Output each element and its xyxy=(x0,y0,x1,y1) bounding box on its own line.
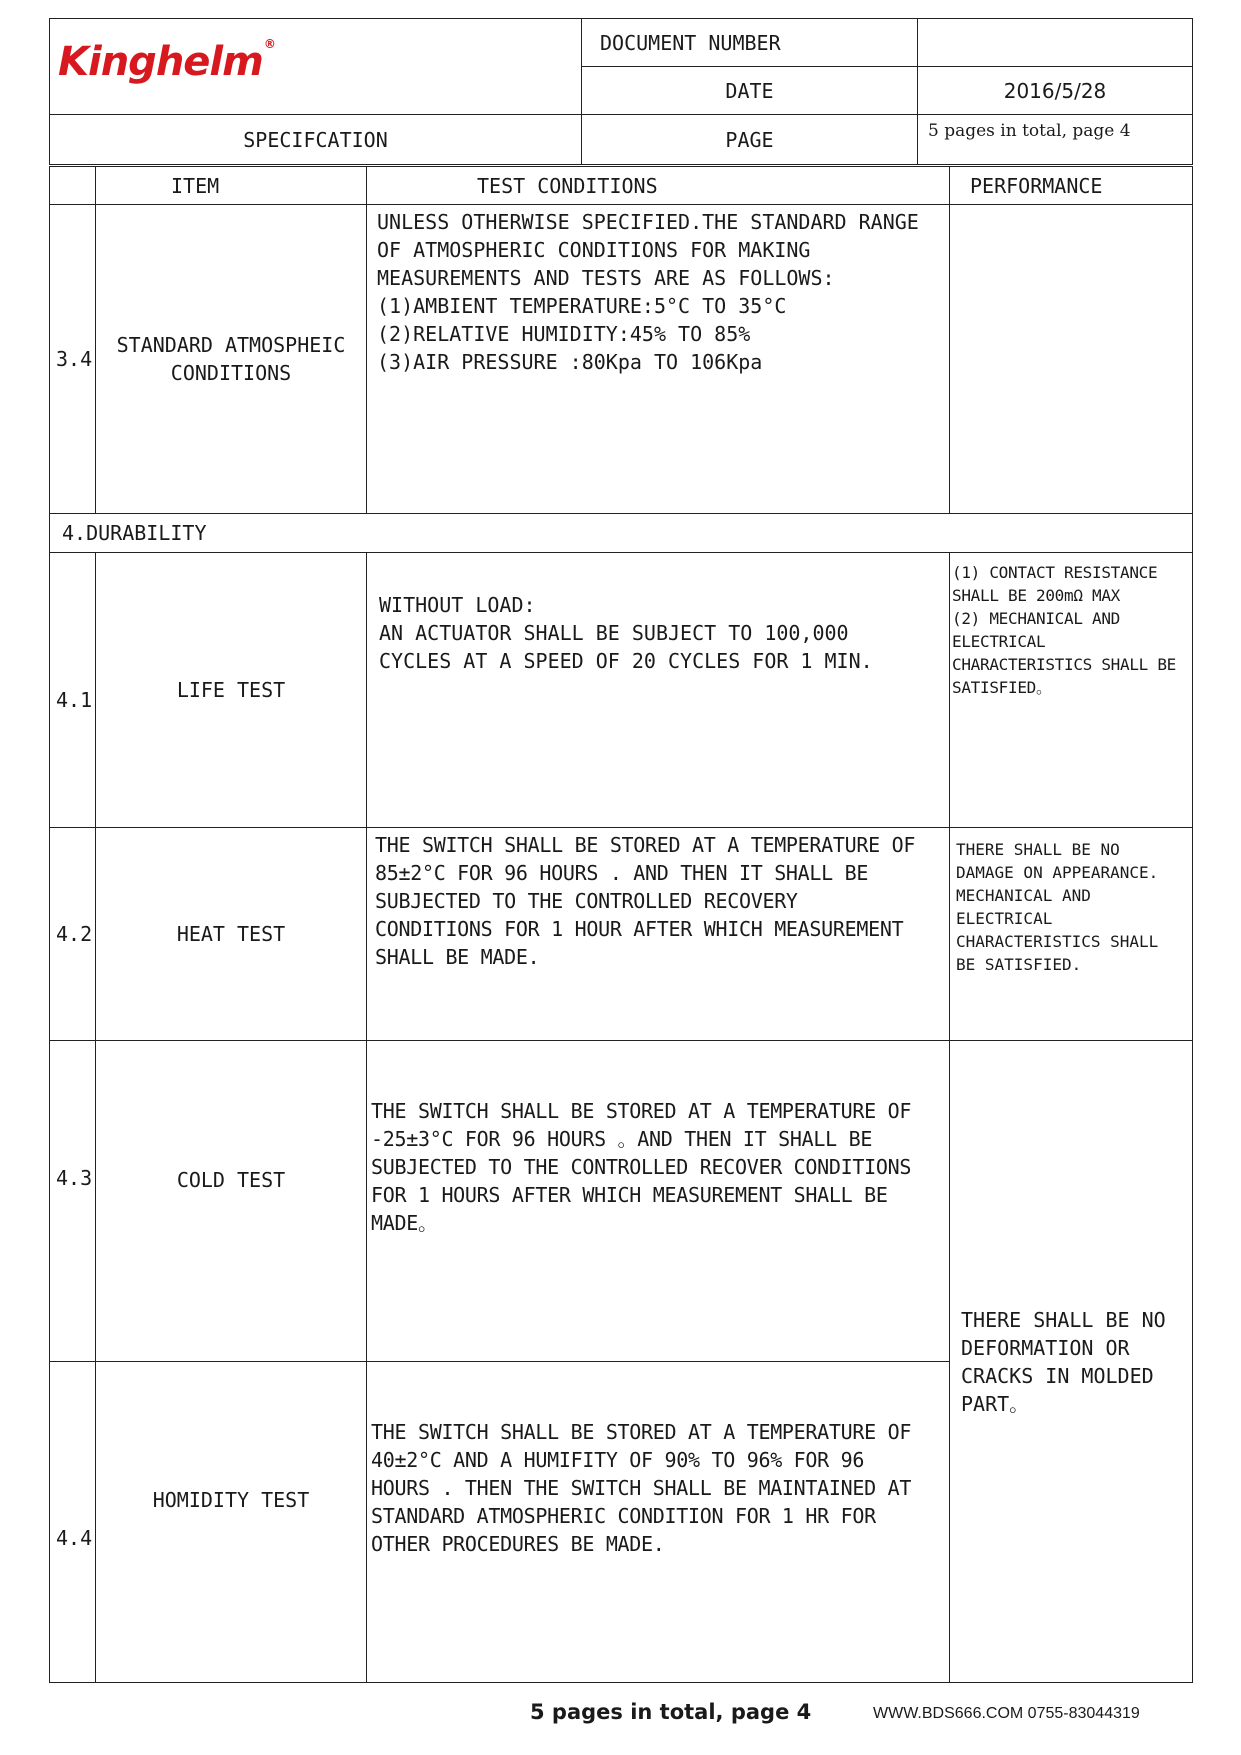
table-row xyxy=(50,1041,1193,1362)
logo-cell xyxy=(50,19,582,115)
row-conditions: THE SWITCH SHALL BE STORED AT A TEMPERATURE OF -25±3°C FOR 96 HOURS 。AND THEN IT SHALL BE SUBJECTED TO THE CONTROLLED RECOVER CONDITIONS FOR 1 HOURS AFTER WHICH MEASUREMENT SHALL BE MADE。 xyxy=(367,1041,950,1362)
performance-column-header: PERFORMANCE xyxy=(950,167,1193,205)
test-conditions-column-header: TEST CONDITIONS xyxy=(367,167,950,205)
row-performance xyxy=(950,205,1193,514)
page-value: 5 pages in total, page 4 xyxy=(918,115,1193,165)
num-column-header xyxy=(50,167,96,205)
column-header-row xyxy=(50,167,1193,205)
spec-table xyxy=(49,166,1193,1683)
row-number: 4.4 xyxy=(50,1362,96,1683)
row-performance-shared: THERE SHALL BE NO DEFORMATION OR CRACKS IN MOLDED PART。 xyxy=(950,1041,1193,1683)
date-value: 2016/5/28 xyxy=(918,67,1193,115)
row-conditions: UNLESS OTHERWISE SPECIFIED.THE STANDARD RANGE OF ATMOSPHERIC CONDITIONS FOR MAKING MEASUREMENTS AND TESTS ARE AS FOLLOWS: (1)AMBIENT TEMPERATURE:5°C TO 35°C (2)RELATIVE HUMIDITY:45% TO 85% (3)AIR PRESSURE :80Kpa TO 106Kpa xyxy=(367,205,950,514)
item-column-header: ITEM xyxy=(96,167,367,205)
row-conditions: THE SWITCH SHALL BE STORED AT A TEMPERATURE OF 40±2°C AND A HUMIFITY OF 90% TO 96% FOR 96 HOURS . THEN THE SWITCH SHALL BE MAINTAINED AT STANDARD ATMOSPHERIC CONDITION FOR 1 HR FOR OTHER PROCEDURES BE MADE. xyxy=(367,1362,950,1683)
row-number: 4.3 xyxy=(50,1041,96,1362)
row-performance: THERE SHALL BE NO DAMAGE ON APPEARANCE. MECHANICAL AND ELECTRICAL CHARACTERISTICS SHALL BE SATISFIED. xyxy=(950,828,1193,1041)
row-item: HOMIDITY TEST xyxy=(96,1362,367,1683)
table-row xyxy=(50,205,1193,514)
row-item: STANDARD ATMOSPHEIC CONDITIONS xyxy=(96,205,367,514)
page-label: PAGE xyxy=(582,115,918,165)
date-label: DATE xyxy=(582,67,918,115)
header-table xyxy=(49,18,1193,165)
row-performance: (1) CONTACT RESISTANCE SHALL BE 200mΩ MAX (2) MECHANICAL AND ELECTRICAL CHARACTERISTICS SHALL BE SATISFIED。 xyxy=(950,553,1193,828)
row-conditions: THE SWITCH SHALL BE STORED AT A TEMPERATURE OF 85±2°C FOR 96 HOURS . AND THEN IT SHALL BE SUBJECTED TO THE CONTROLLED RECOVERY CONDITIONS FOR 1 HOUR AFTER WHICH MEASUREMENT SHALL BE MADE. xyxy=(367,828,950,1041)
table-row xyxy=(50,828,1193,1041)
row-item: COLD TEST xyxy=(96,1041,367,1362)
row-number: 3.4 xyxy=(50,205,96,514)
document-number-value xyxy=(918,19,1193,67)
footer-page-text: 5 pages in total, page 4 xyxy=(530,1700,812,1724)
kinghelm-logo: Kinghelm® xyxy=(58,37,275,85)
section-row xyxy=(50,514,1193,553)
row-item: LIFE TEST xyxy=(96,553,367,828)
document-number-label: DOCUMENT NUMBER xyxy=(582,19,918,67)
row-item: HEAT TEST xyxy=(96,828,367,1041)
footer-contact: WWW.BDS666.COM 0755-83044319 xyxy=(873,1705,1140,1722)
row-number: 4.1 xyxy=(50,553,96,828)
table-row xyxy=(50,553,1193,828)
row-conditions: WITHOUT LOAD: AN ACTUATOR SHALL BE SUBJECT TO 100,000 CYCLES AT A SPEED OF 20 CYCLES FOR 1 MIN. xyxy=(367,553,950,828)
row-number: 4.2 xyxy=(50,828,96,1041)
specification-label: SPECIFCATION xyxy=(50,115,582,165)
section-title: 4.DURABILITY xyxy=(50,514,1193,553)
